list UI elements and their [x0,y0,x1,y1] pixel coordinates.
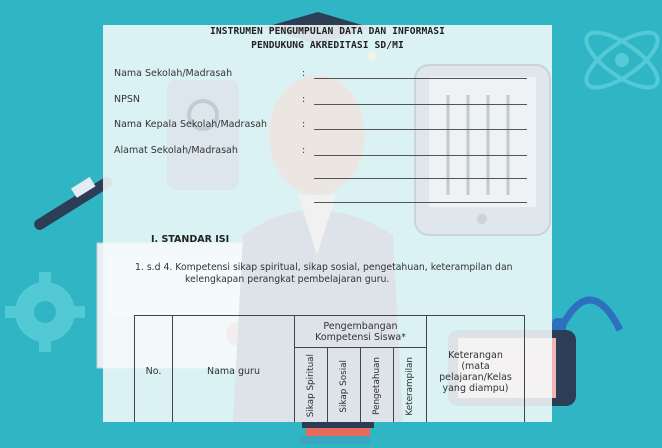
col-header-competency-group: Pengembangan Kompetensi Siswa* [295,316,427,348]
field-line-address-2 [314,178,527,179]
field-label-school-name: Nama Sekolah/Madrasah [114,68,233,79]
document-title-line1: INSTRUMEN PENGUMPULAN DATA DAN INFORMASI [209,26,446,37]
headphones-icon [560,300,620,330]
field-line-address-3 [314,202,527,203]
col-header-teacher-name: Nama guru [173,316,295,423]
document-title-line2: PENDUKUNG AKREDITASI SD/MI [251,40,404,51]
col-header-skills: Keterampilan [394,348,427,423]
item-description [135,262,548,286]
section-title: I. STANDAR ISI [151,234,230,245]
field-colon: : [302,68,306,79]
field-colon: : [302,145,306,156]
field-line-school-address [314,155,527,156]
books-icon [300,420,374,444]
item-line1: 1. s.d 4. Kompetensi sikap spiritual, sikap sosial, pengetahuan, keterampilan dan [135,262,513,273]
field-colon: : [302,119,306,130]
atom-icon [578,23,662,97]
col-header-spiritual: Sikap Spiritual [295,348,328,423]
field-line-school-name [314,78,527,79]
field-label-npsn: NPSN [114,94,140,105]
item-line2: kelengkapan perangkat pembelajaran guru. [185,274,390,285]
field-label-principal-name: Nama Kepala Sekolah/Madrasah [114,119,268,130]
standards-table [134,315,525,422]
col-header-social: Sikap Sosial [328,348,361,423]
col-header-knowledge: Pengetahuan [361,348,394,423]
field-line-npsn [314,104,527,105]
col-header-no: No. [135,316,173,423]
field-label-school-address: Alamat Sekolah/Madrasah [114,145,238,156]
field-line-principal-name [314,129,527,130]
gear-icon [5,272,85,352]
document-page [103,25,552,422]
col-header-notes: Keterangan (mata pelajaran/Kelas yang diampu) [427,316,525,423]
field-colon: : [302,94,306,105]
